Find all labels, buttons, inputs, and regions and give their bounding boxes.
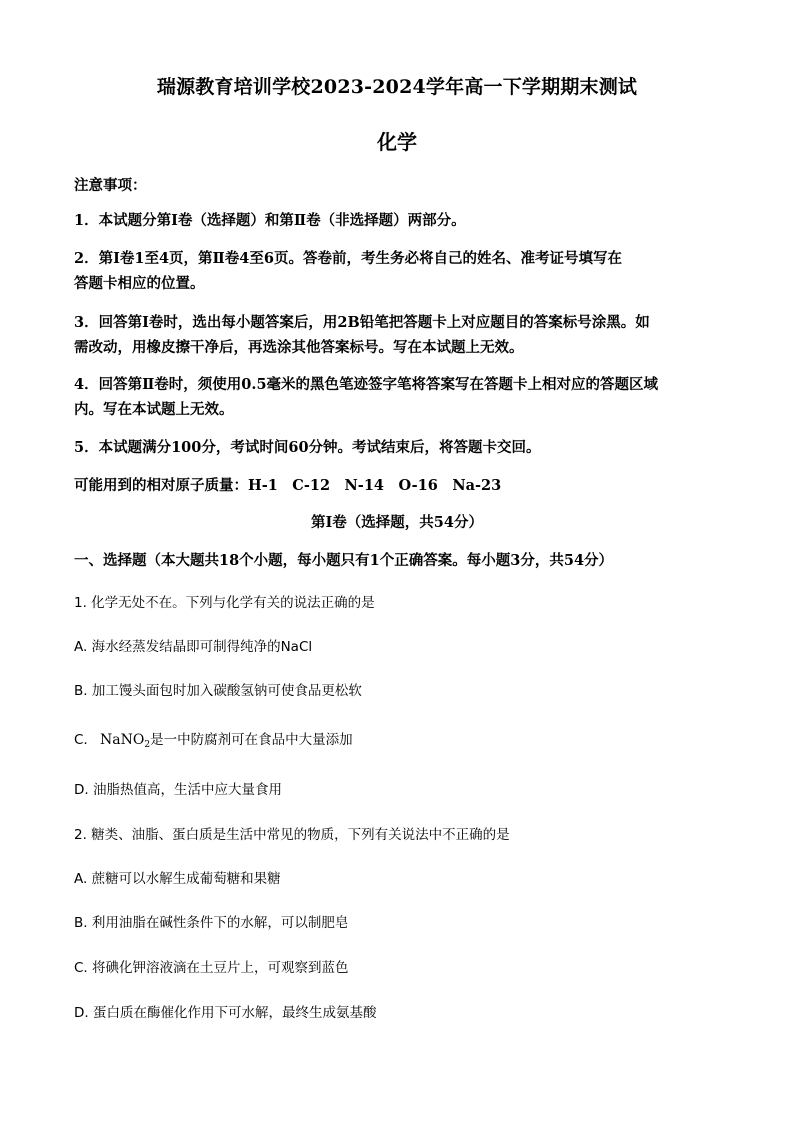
note-item-4: 4．回答第Ⅱ卷时，须使用0.5毫米的黑色笔迹签字笔将答案写在答题卡上相对应的答题区域 [74,376,659,393]
question-1-option-a: A. 海水经蒸发结晶即可制得纯净的NaCl [74,639,313,655]
section1-heading: 一、选择题（本大题共18个小题，每小题只有1个正确答案。每小题3分，共54分） [74,552,614,569]
note-item-4-cont: 内。写在本试题上无效。 [74,401,234,418]
question-2-option-b: B. 利用油脂在碱性条件下的水解，可以制肥皂 [74,915,349,931]
exam-title: 瑞源教育培训学校2023-2024学年高一下学期期末测试 [156,76,638,98]
question-1-stem: 1. 化学无处不在。下列与化学有关的说法正确的是 [74,595,375,611]
question-1-option-c [74,729,724,751]
option-c-text: 是一中防腐剂可在食品中大量添加 [150,732,353,748]
question-2-option-d: D. 蛋白质在酶催化作用下可水解，最终生成氨基酸 [74,1005,377,1021]
question-2-option-a: A. 蔗糖可以水解生成葡萄糖和果糖 [74,871,281,887]
atomic-masses: 可能用到的相对原子质量：H-1 C-12 N-14 O-16 Na-23 [74,477,502,494]
question-2-stem: 2. 糖类、油脂、蛋白质是生活中常见的物质，下列有关说法中不正确的是 [74,827,510,843]
note-item-2-cont: 答题卡相应的位置。 [74,275,205,292]
nano2-formula: NaNO$_2$ [100,732,151,750]
question-1-option-b: B. 加工馒头面包时加入碳酸氢钠可使食品更松软 [74,683,362,699]
note-item-1: 1．本试题分第Ⅰ卷（选择题）和第Ⅱ卷（非选择题）两部分。 [74,212,466,229]
notes-heading: 注意事项： [74,177,147,194]
note-item-5: 5．本试题满分100分，考试时间60分钟。考试结束后，将答题卡交回。 [74,439,541,456]
question-1-option-d: D. 油脂热值高，生活中应大量食用 [74,782,282,798]
exam-subject: 化学 [377,130,417,154]
part1-heading: 第Ⅰ卷（选择题，共54分） [311,514,483,531]
option-c-label: C. [74,732,88,748]
question-2-option-c: C. 将碘化钾溶液滴在土豆片上，可观察到蓝色 [74,960,349,976]
note-item-2: 2．第Ⅰ卷1至4页，第Ⅱ卷4至6页。答卷前，考生务必将自己的姓名、准考证号填写在 [74,250,622,267]
note-item-3: 3．回答第Ⅰ卷时，选出每小题答案后，用2B铅笔把答题卡上对应题目的答案标号涂黑。如 [74,314,650,331]
note-item-3-cont: 需改动，用橡皮擦干净后，再选涂其他答案标号。写在本试题上无效。 [74,339,524,356]
